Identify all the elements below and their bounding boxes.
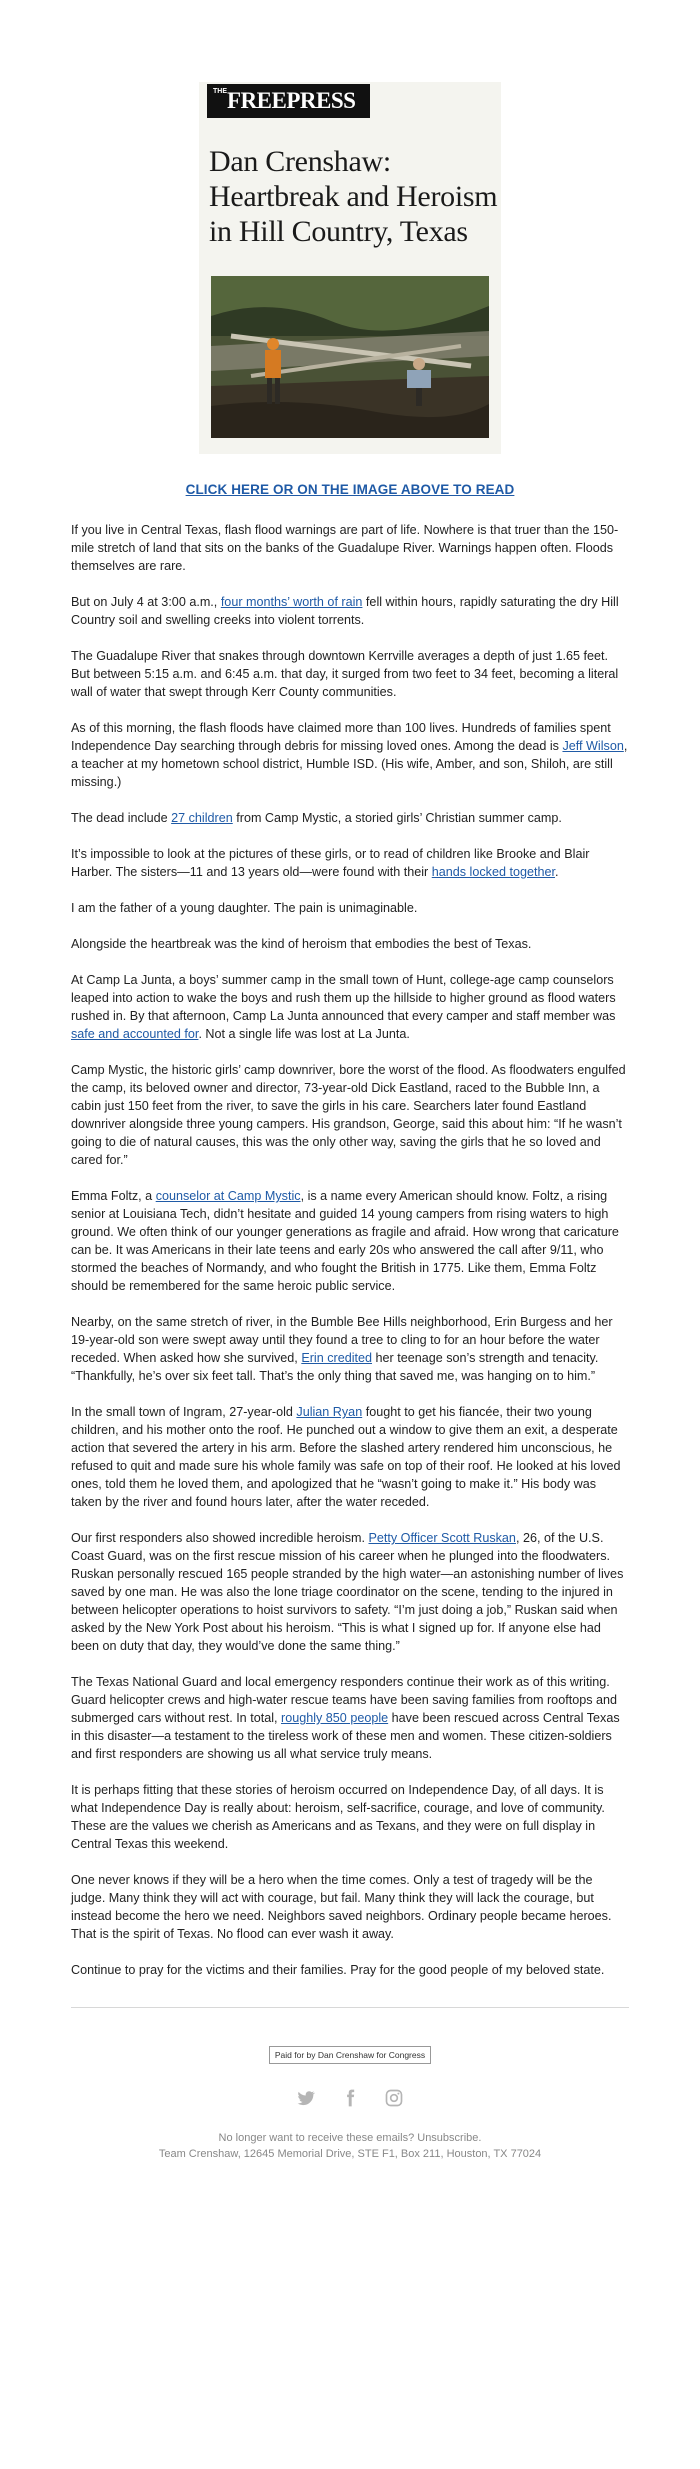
hero-title — [209, 144, 497, 249]
paragraph-15: The Texas National Guard and local emergency responders continue their work as of this writing. Guard helicopter crews and high-water rescue teams have been saving families from rooftops and submerged cars without rest. In total, roughly 850 people have been rescued across Central Texas in this disaster—a testament to the tireless work of these men and women. These citizen-soldiers and first responders are showing us all what service truly means. — [71, 1675, 620, 1761]
paragraph-9: At Camp La Junta, a boys’ summer camp in the small town of Hunt, college-age camp counselors leaped into action to wake the boys and rush them up the hillside to higher ground as flood waters rushed in. By that afternoon, Camp La Junta announced that every camper and staff member was safe and accounted for. Not a single life was lost at La Junta. — [71, 973, 616, 1041]
link-27-children[interactable]: 27 children — [171, 811, 233, 825]
twitter-icon[interactable] — [296, 2088, 316, 2108]
flood-rescue-photo[interactable] — [211, 276, 489, 438]
logo-the: THE — [213, 88, 227, 95]
hero-title-line2: Heartbreak and Heroism — [209, 180, 498, 213]
free-press-logo — [207, 84, 370, 118]
social-links — [0, 2088, 700, 2108]
hero-image-card[interactable] — [199, 82, 501, 454]
hero-title-line3: in Hill Country, Texas — [209, 215, 468, 248]
link-counselor-at-camp-mystic[interactable]: counselor at Camp Mystic — [155, 1189, 301, 1203]
link-safe-and-accounted-for[interactable]: safe and accounted for — [71, 1027, 199, 1041]
link-hands-locked-together[interactable]: hands locked together — [431, 865, 555, 879]
link-four-months-rain[interactable]: four months’ worth of rain — [220, 595, 363, 609]
paragraph-16: It is perhaps fitting that these stories of heroism occurred on Independence Day, of all days. It is what Independence Day is really about: heroism, self-sacrifice, courage, and love of community. These are the values we cherish as Americans and as Texans, and they were on full display in Central Texas this weekend. — [71, 1783, 605, 1851]
footer-divider — [71, 2007, 629, 2008]
paragraph-1: If you live in Central Texas, flash flood warnings are part of life. Nowhere is that truer than the 150-mile stretch of land that sits on the banks of the Guadalupe River. Warnings happen often. Floods themselves are rare. — [71, 523, 619, 573]
paragraph-13: In the small town of Ingram, 27-year-old Julian Ryan fought to get his fiancée, their two young children, and his mother onto the roof. He punched out a window to give them an exit, a desperate action that severed the artery in his arm. Before the slashed artery rendered him unconscious, he refused to quit and made sure his whole family was safe on top of their roof. He looked at his loved ones, told them he loved them, and apologized that he “wasn’t going to make it.” His body was taken by the river and found hours later, after the water receded. — [71, 1405, 621, 1509]
paragraph-6: It’s impossible to look at the pictures of these girls, or to read of children like Brooke and Blair Harber. The sisters—11 and 13 years old—were found with their hands locked together. — [71, 847, 590, 879]
paid-for-disclaimer: Paid for by Dan Crenshaw for Congress — [269, 2046, 431, 2064]
paragraph-8: Alongside the heartbreak was the kind of heroism that embodies the best of Texas. — [71, 937, 532, 951]
instagram-icon[interactable] — [384, 2088, 404, 2108]
unsubscribe-line[interactable]: No longer want to receive these emails? Unsubscribe. — [218, 2132, 482, 2144]
link-roughly-850-people[interactable]: roughly 850 people — [281, 1711, 389, 1725]
link-scott-ruskan[interactable]: Petty Officer Scott Ruskan — [368, 1531, 516, 1545]
hero-title-line1: Dan Crenshaw: — [209, 145, 391, 178]
link-julian-ryan[interactable]: Julian Ryan — [296, 1405, 363, 1419]
paragraph-4: As of this morning, the flash floods have claimed more than 100 lives. Hundreds of families spent Independence Day searching through debris for missing loved ones. Among the dead is Jeff Wilson, a teacher at my hometown school district, Humble ISD. (His wife, Amber, and son, Shiloh, are still missing.) — [71, 721, 628, 789]
mailing-address: Team Crenshaw, 12645 Memorial Drive, STE F1, Box 211, Houston, TX 77024 — [158, 2148, 542, 2160]
link-erin-credited[interactable]: Erin credited — [301, 1351, 373, 1365]
logo-freepress: FREEPRESS — [227, 88, 356, 113]
email-body — [0, 82, 700, 2162]
link-jeff-wilson[interactable]: Jeff Wilson — [562, 739, 624, 753]
facebook-icon[interactable] — [340, 2088, 360, 2108]
paragraph-3: The Guadalupe River that snakes through downtown Kerrville averages a depth of just 1.65 feet. But between 5:15 a.m. and 6:45 a.m. that day, it surged from two feet to 34 feet, becoming a literal wall of water that swept through Kerr County communities. — [71, 649, 619, 699]
read-article-link[interactable]: CLICK HERE OR ON THE IMAGE ABOVE TO READ — [185, 482, 515, 497]
paragraph-18: Continue to pray for the victims and their families. Pray for the good people of my beloved state. — [71, 1963, 605, 1977]
paragraph-14: Our first responders also showed incredible heroism. Petty Officer Scott Ruskan, 26, of the U.S. Coast Guard, was on the first rescue mission of his career when he plunged into the floodwaters. Ruskan personally rescued 165 people stranded by the high water—an astonishing number of lives saved by one man. He was also the lone triage coordinator on the scene, tending to the injured in between helicopter operations to hoist survivors to safety. “I’m just doing a job,” Ruskan said when asked by the New York Post about his heroism. “This is what I signed up for. If anyone else had been on duty that day, they would’ve done the same thing.” — [71, 1531, 624, 1653]
article-body — [71, 521, 629, 1979]
paragraph-5: The dead include 27 children from Camp Mystic, a storied girls’ Christian summer camp. — [71, 811, 562, 825]
paragraph-17: One never knows if they will be a hero when the time comes. Only a test of tragedy will be the judge. Many think they will act with courage, but fail. Many think they will lack the courage, but instead become the hero we need. Neighbors saved neighbors. Ordinary people became heroes. That is the spirit of Texas. No flood can ever wash it away. — [71, 1873, 612, 1941]
footer — [0, 2130, 700, 2162]
paragraph-7: I am the father of a young daughter. The pain is unimaginable. — [71, 901, 418, 915]
paragraph-10: Camp Mystic, the historic girls’ camp downriver, bore the worst of the flood. As floodwaters engulfed the camp, its beloved owner and director, 73-year-old Dick Eastland, raced to the Bubble Inn, a cabin just 150 feet from the river, to save the girls in his care. Searchers later found Eastland downriver alongside three young campers. His grandson, George, said this about him: “If he wasn’t going to die of natural causes, this was the only other way, saving the girls that he so loved and cared for.” — [71, 1063, 626, 1167]
paragraph-2: But on July 4 at 3:00 a.m., four months’ worth of rain fell within hours, rapidly saturating the dry Hill Country soil and swelling creeks into violent torrents. — [71, 595, 619, 627]
flood-rescue-illustration — [211, 276, 489, 438]
paragraph-12: Nearby, on the same stretch of river, in the Bumble Bee Hills neighborhood, Erin Burgess and her 19-year-old son were swept away until they found a tree to cling to for an hour before the water receded. When asked how she survived, Erin credited her teenage son’s strength and tenacity. “Thankfully, he’s over six feet tall. That’s the only thing that saved me, was hanging on to him.” — [71, 1315, 613, 1383]
paragraph-11: Emma Foltz, a counselor at Camp Mystic, is a name every American should know. Foltz, a rising senior at Louisiana Tech, didn’t hesitate and guided 14 young campers from rising waters to high ground. We often think of our younger generations as fragile and afraid. How wrong that caricature can be. It was Americans in their late teens and early 20s who answered the call after 9/11, who stormed the beaches of Normandy, and who fought the British in 1775. Like them, Emma Foltz should be remembered for the same heroic public service. — [71, 1189, 619, 1293]
